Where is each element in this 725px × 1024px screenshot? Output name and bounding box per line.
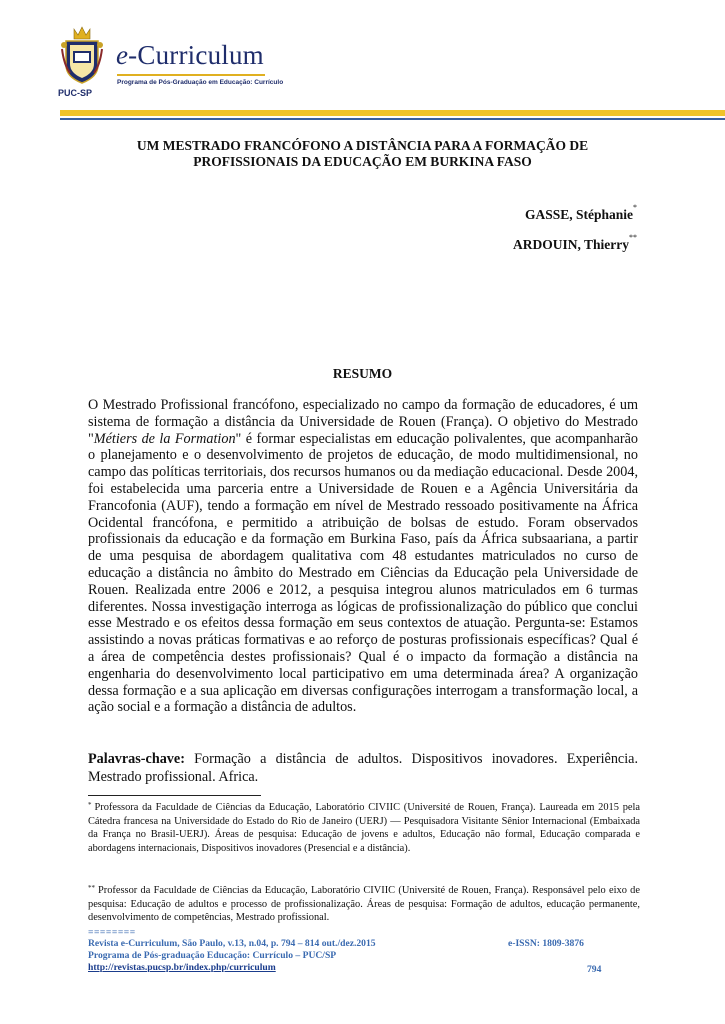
footnote-divider [88, 795, 261, 796]
author-name: GASSE, Stéphanie [524, 207, 633, 222]
author-name: ARDOUIN, Thierry [513, 237, 629, 252]
author-footnote-mark[interactable]: * [633, 203, 637, 212]
keywords-text: Formação a distância de adultos. Dispositivos inovadores. Experiência. Mestrado profissional. Africa. [88, 751, 638, 785]
header-band-gold [60, 110, 725, 116]
journal-brand [116, 40, 264, 71]
footer-separator: ======== [88, 927, 136, 938]
author-2 [513, 233, 637, 253]
footnote-mark: * [88, 801, 92, 809]
abstract-part-1: O Mestrado Profissional francófono, especializado no campo da formação de educadores, é um sistema de formação a distância da Universidade de Rouen (França). O objetivo do Mestrado " [88, 397, 638, 447]
page-number: 794 [587, 964, 602, 975]
footnote-1 [88, 801, 640, 855]
keywords [88, 751, 638, 786]
footnote-mark: ** [88, 884, 95, 892]
abstract-part-2: " é formar especialistas em educação polivalentes, que acompanharão o planejamento e o desenvolvimento de projetos de educação, de modo multidimensional, no campo das políticas territoriais, dos recursos humanos ou da mediação educacional. Desde 2004, foi estabelecida uma parceria entre a Universidade de Rouen e a Agência Universitária da Francofonia (AUF), tendo a formação em nível de Mestrado ressoado positivamente na África Ocidental francófona, e permitido a atribuição de bolsas de estudo. Foram observados profissionais da educação e da formação em Burkina Faso, país da África subsaariana, a partir de uma pesquisa de abordagem qualitativa com 48 estudantes matriculados no curso de educação a distância no âmbito do Mestrado em Ciências da Educação pela Universidade de Rouen. Realizada entre 2006 e 2012, a pesquisa integrou alunos matriculados em 6 turmas diferentes. Nossa investigação interroga as lógicas de profissionalização do público que conclui esse Mestrado e os efeitos dessa formação em seus contextos de atuação. Pergunta-se: Estamos assistindo a novas práticas formativas e ao reforço de posturas profissionais específicas? Qual é a área de competência destes profissionais? Qual é o impacto da formação a distância na engenharia do desenvolvimento local participativo em uma determinada área? A organização dessa formação e a sua aplicação em diversas configurações interrogam a transformação local, a ação social e a formação a distância de adultos. [88, 430, 638, 716]
author-1 [524, 203, 637, 223]
footnote-text: Professor da Faculdade de Ciências da Educação, Laboratório CIVIIC (Université de Rouen, França). Responsável pelo eixo de pesquisa: Educação de adultos e processo de profissionalização. Áreas de pesquisa: Formação de adultos, educação permanente, desenvolvimento de competências, Mestrado profissional. [88, 885, 640, 924]
footnote-text: Professora da Faculdade de Ciências da Educação, Laboratório CIVIIC (Université de Rouen, França). Laureada em 2015 pela Cátedra francesa na Universidade do Estado do Rio de Janeiro (UERJ) — Pesquisadora Visitante Sênior Internacional (Embaixada da França no Brasil-UERJ). Áreas de pesquisa: Educação de jovens e adultos, Educação não formal, Educação comparada e abordagens internacionais, Dispositivos inovadores (Presencial e a distância). [88, 802, 640, 854]
footnote-2 [88, 884, 640, 925]
keywords-label: Palavras-chave: [88, 751, 185, 767]
header-band-blue [60, 118, 725, 120]
institution-label: PUC-SP [58, 88, 93, 98]
footer-issn: e-ISSN: 1809-3876 [508, 938, 584, 949]
abstract-text [88, 397, 638, 716]
abstract-heading: RESUMO [332, 366, 393, 381]
footer-journal-citation: Revista e-Curriculum, São Paulo, v.13, n.04, p. 794 – 814 out./dez.2015 [88, 938, 376, 949]
puc-sp-seal-logo [60, 25, 104, 85]
footer-journal-link[interactable]: http://revistas.pucsp.br/index.php/curriculum [88, 962, 276, 973]
title-line-1: UM MESTRADO FRANCÓFONO A DISTÂNCIA PARA A FORMAÇÃO DE [136, 138, 589, 153]
author-footnote-mark[interactable]: ** [629, 233, 637, 242]
footer-program: Programa de Pós-graduação Educação: Currículo – PUC/SP [88, 950, 337, 961]
article-title [60, 138, 665, 170]
brand-prefix: e- [116, 40, 138, 70]
brand-name: Curriculum [137, 40, 264, 70]
brand-subtitle: Programa de Pós-Graduação em Educação: Currículo [117, 79, 284, 86]
abstract-italic-term: Métiers de la Formation [93, 430, 236, 447]
title-line-2: PROFISSIONAIS DA EDUCAÇÃO EM BURKINA FASO [193, 154, 532, 169]
brand-underline [117, 74, 265, 76]
